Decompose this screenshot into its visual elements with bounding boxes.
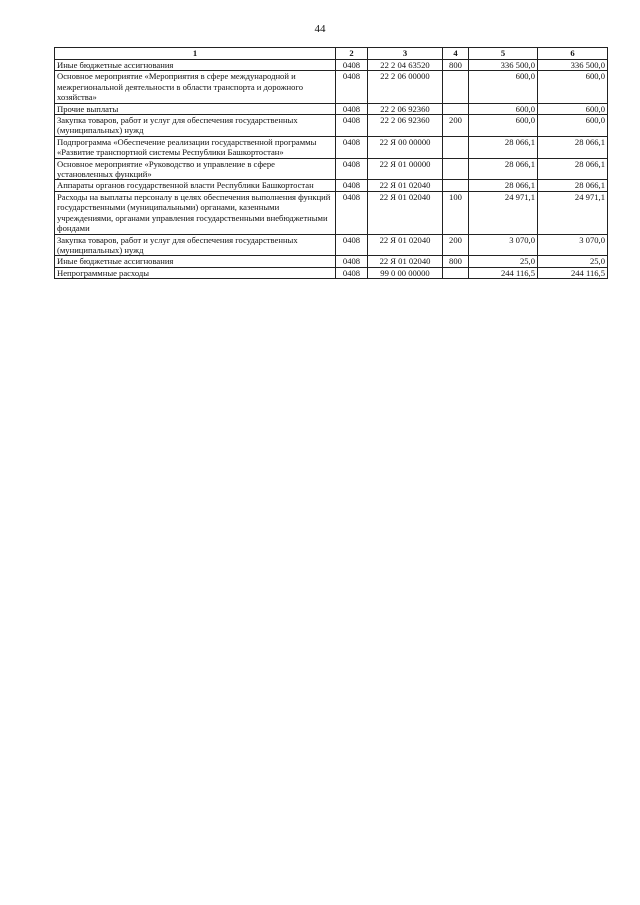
cell-amount-6: 600,0 bbox=[538, 71, 608, 103]
cell-target-article: 22 Я 01 02040 bbox=[368, 191, 443, 234]
table-row bbox=[55, 267, 608, 278]
cell-amount-5: 244 116,5 bbox=[469, 267, 538, 278]
cell-target-article: 22 Я 01 02040 bbox=[368, 256, 443, 267]
cell-section: 0408 bbox=[336, 115, 368, 137]
cell-expense-type bbox=[443, 71, 469, 103]
cell-amount-5: 25,0 bbox=[469, 256, 538, 267]
cell-expense-type: 800 bbox=[443, 256, 469, 267]
cell-name: Основное мероприятие «Руководство и управление в сфере установленных функций» bbox=[55, 158, 336, 180]
table-row bbox=[55, 60, 608, 71]
cell-amount-5: 600,0 bbox=[469, 103, 538, 114]
table-row bbox=[55, 158, 608, 180]
cell-amount-6: 25,0 bbox=[538, 256, 608, 267]
cell-name: Иные бюджетные ассигнования bbox=[55, 60, 336, 71]
cell-name: Основное мероприятие «Мероприятия в сфере международной и межрегиональной деятельности в области транспорта и дорожного хозяйства» bbox=[55, 71, 336, 103]
cell-amount-5: 600,0 bbox=[469, 71, 538, 103]
cell-expense-type: 200 bbox=[443, 234, 469, 256]
cell-expense-type: 800 bbox=[443, 60, 469, 71]
cell-amount-5: 3 070,0 bbox=[469, 234, 538, 256]
cell-expense-type: 200 bbox=[443, 115, 469, 137]
cell-target-article: 22 2 04 63520 bbox=[368, 60, 443, 71]
table-row bbox=[55, 71, 608, 103]
cell-amount-5: 28 066,1 bbox=[469, 180, 538, 191]
cell-amount-6: 28 066,1 bbox=[538, 158, 608, 180]
cell-section: 0408 bbox=[336, 234, 368, 256]
table-row bbox=[55, 180, 608, 191]
cell-expense-type bbox=[443, 103, 469, 114]
cell-section: 0408 bbox=[336, 267, 368, 278]
budget-table bbox=[54, 47, 608, 279]
cell-target-article: 22 2 06 92360 bbox=[368, 115, 443, 137]
column-header-5: 5 bbox=[469, 48, 538, 60]
cell-section: 0408 bbox=[336, 71, 368, 103]
column-header-1: 1 bbox=[55, 48, 336, 60]
cell-section: 0408 bbox=[336, 136, 368, 158]
cell-amount-6: 336 500,0 bbox=[538, 60, 608, 71]
column-header-2: 2 bbox=[336, 48, 368, 60]
cell-target-article: 22 Я 01 02040 bbox=[368, 234, 443, 256]
cell-section: 0408 bbox=[336, 103, 368, 114]
cell-target-article: 22 Я 01 00000 bbox=[368, 158, 443, 180]
table-row bbox=[55, 115, 608, 137]
cell-expense-type bbox=[443, 158, 469, 180]
cell-name: Иные бюджетные ассигнования bbox=[55, 256, 336, 267]
cell-amount-6: 28 066,1 bbox=[538, 180, 608, 191]
cell-name: Расходы на выплаты персоналу в целях обеспечения выполнения функций государственными (муниципальными) органами, казенными учреждениями, органами управления государственными внебюджетными фондами bbox=[55, 191, 336, 234]
cell-amount-5: 24 971,1 bbox=[469, 191, 538, 234]
cell-target-article: 22 Я 00 00000 bbox=[368, 136, 443, 158]
cell-amount-6: 244 116,5 bbox=[538, 267, 608, 278]
cell-amount-6: 24 971,1 bbox=[538, 191, 608, 234]
cell-expense-type: 100 bbox=[443, 191, 469, 234]
cell-section: 0408 bbox=[336, 60, 368, 71]
cell-section: 0408 bbox=[336, 158, 368, 180]
header-row bbox=[55, 48, 608, 60]
table-row bbox=[55, 136, 608, 158]
column-header-4: 4 bbox=[443, 48, 469, 60]
cell-target-article: 22 2 06 00000 bbox=[368, 71, 443, 103]
cell-section: 0408 bbox=[336, 256, 368, 267]
cell-name: Непрограммные расходы bbox=[55, 267, 336, 278]
cell-target-article: 22 2 06 92360 bbox=[368, 103, 443, 114]
column-header-3: 3 bbox=[368, 48, 443, 60]
cell-name: Подпрограмма «Обеспечение реализации государственной программы «Развитие транспортной системы Республики Башкортостан» bbox=[55, 136, 336, 158]
cell-section: 0408 bbox=[336, 191, 368, 234]
page-number: 44 bbox=[314, 23, 326, 35]
cell-amount-5: 28 066,1 bbox=[469, 158, 538, 180]
cell-name: Закупка товаров, работ и услуг для обеспечения государственных (муниципальных) нужд bbox=[55, 234, 336, 256]
cell-target-article: 22 Я 01 02040 bbox=[368, 180, 443, 191]
cell-amount-5: 336 500,0 bbox=[469, 60, 538, 71]
cell-name: Закупка товаров, работ и услуг для обеспечения государственных (муниципальных) нужд bbox=[55, 115, 336, 137]
cell-name: Прочие выплаты bbox=[55, 103, 336, 114]
table-row bbox=[55, 256, 608, 267]
cell-amount-5: 600,0 bbox=[469, 115, 538, 137]
column-header-6: 6 bbox=[538, 48, 608, 60]
cell-amount-5: 28 066,1 bbox=[469, 136, 538, 158]
cell-expense-type bbox=[443, 136, 469, 158]
cell-amount-6: 600,0 bbox=[538, 103, 608, 114]
table-row bbox=[55, 234, 608, 256]
cell-amount-6: 3 070,0 bbox=[538, 234, 608, 256]
cell-target-article: 99 0 00 00000 bbox=[368, 267, 443, 278]
cell-expense-type bbox=[443, 180, 469, 191]
table-row bbox=[55, 103, 608, 114]
table-row bbox=[55, 191, 608, 234]
cell-section: 0408 bbox=[336, 180, 368, 191]
cell-amount-6: 28 066,1 bbox=[538, 136, 608, 158]
cell-amount-6: 600,0 bbox=[538, 115, 608, 137]
cell-expense-type bbox=[443, 267, 469, 278]
cell-name: Аппараты органов государственной власти Республики Башкортостан bbox=[55, 180, 336, 191]
